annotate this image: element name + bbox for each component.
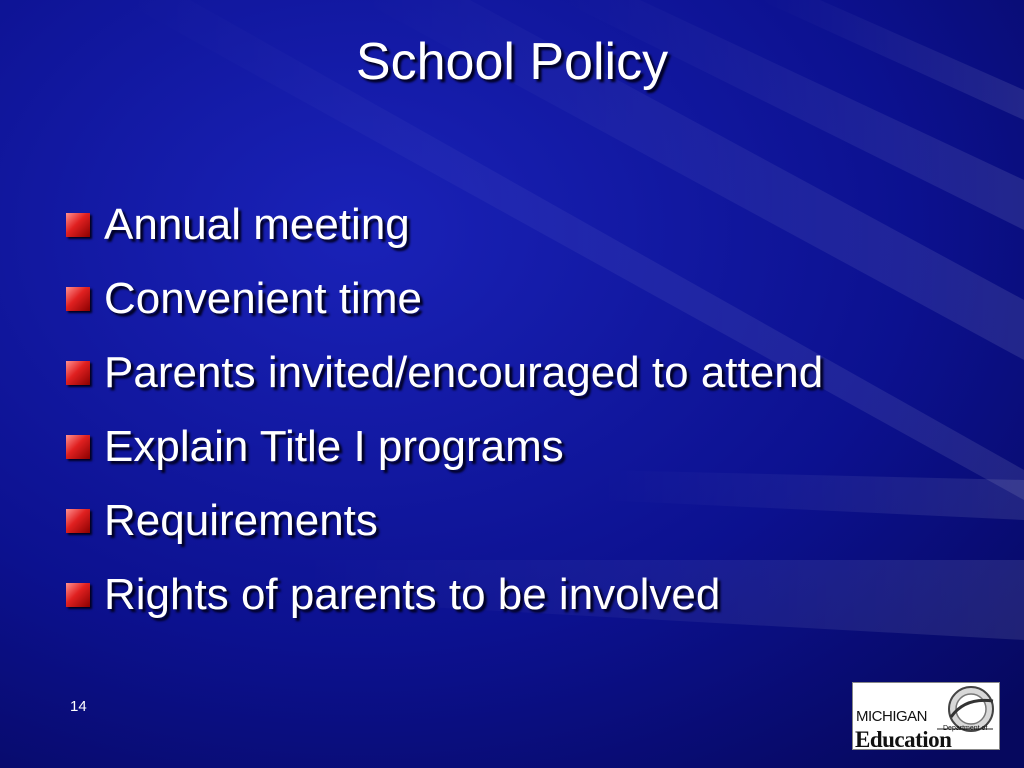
- bullet-item: [66, 188, 823, 262]
- bullet-text: Requirements: [104, 496, 378, 545]
- slide-number: 14: [70, 698, 87, 715]
- bullet-list: [66, 188, 823, 632]
- bullet-text: Explain Title I programs: [104, 422, 564, 471]
- bullet-text: Parents invited/encouraged to attend: [104, 348, 824, 397]
- square-bullet-icon: [66, 509, 90, 533]
- logo-education-text: Education: [855, 727, 952, 750]
- bullet-item: [66, 410, 823, 484]
- bullet-text: Rights of parents to be involved: [104, 570, 721, 619]
- michigan-education-logo: [852, 682, 1000, 750]
- bullet-item: [66, 484, 823, 558]
- bullet-text: Annual meeting: [104, 200, 410, 249]
- square-bullet-icon: [66, 213, 90, 237]
- square-bullet-icon: [66, 435, 90, 459]
- logo-department-text: Department of: [943, 725, 988, 732]
- logo-michigan-text: MICHIGAN: [856, 708, 927, 725]
- bullet-item: [66, 336, 823, 410]
- bullet-item: [66, 558, 823, 632]
- square-bullet-icon: [66, 583, 90, 607]
- slide-title: School Policy: [355, 33, 669, 91]
- square-bullet-icon: [66, 361, 90, 385]
- bullet-text: Convenient time: [104, 274, 422, 323]
- square-bullet-icon: [66, 287, 90, 311]
- bullet-item: [66, 262, 823, 336]
